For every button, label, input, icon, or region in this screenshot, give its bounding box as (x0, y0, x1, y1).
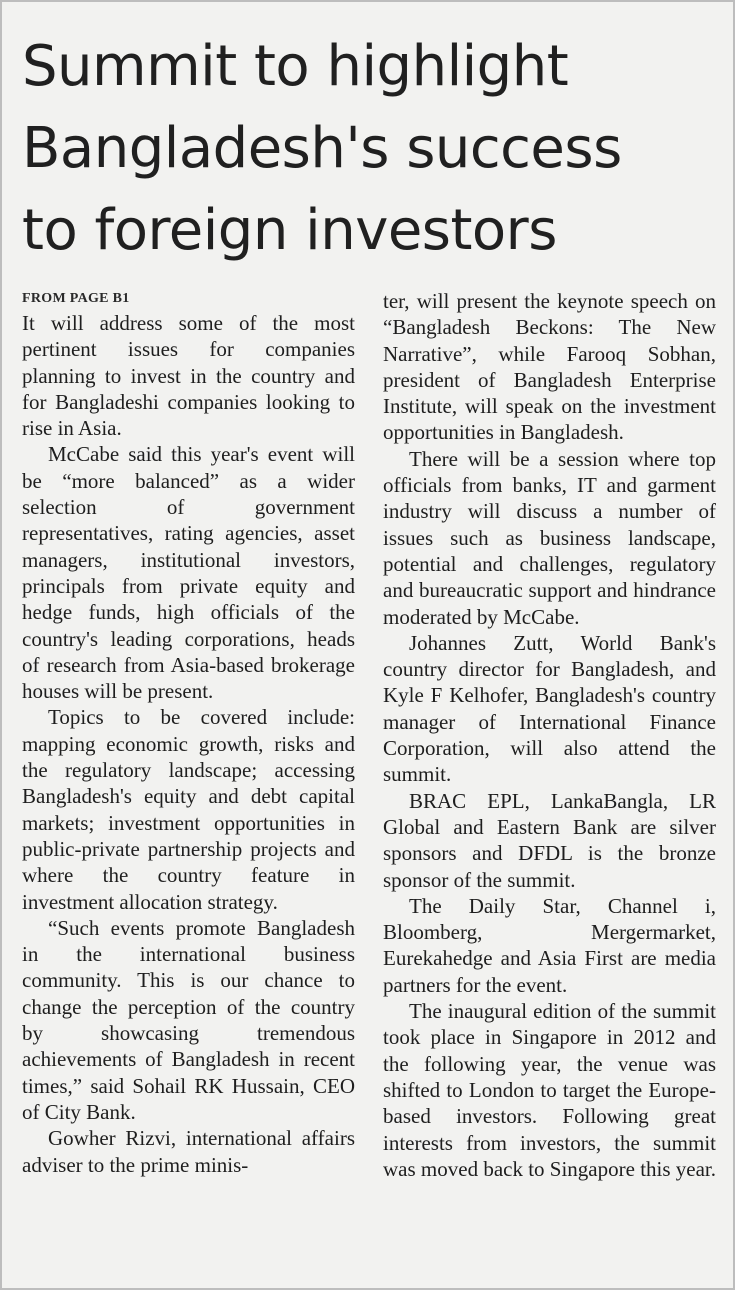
paragraph: McCabe said this year's event will be “more balanced” as a wider selection of government representatives, rating agencies, asset managers, institutional investors, principals from private equity and hedge funds, high officials of the country's leading corporations, heads of research from Asia-based brokerage houses will be present. (22, 442, 355, 704)
left-column (22, 288, 355, 1178)
paragraph: It will address some of the most pertinent issues for companies planning to invest in the country and for Bangladeshi companies looking to rise in Asia. (22, 311, 355, 441)
dateline: FROM PAGE B1 (22, 291, 130, 306)
paragraph: Johannes Zutt, World Bank's country director for Bangladesh, and Kyle F Kelhofer, Bangladesh's country manager of International Finance Corporation, will also attend the summit. (383, 630, 716, 787)
paragraph: The inaugural edition of the summit took place in Singapore in 2012 and the following year, the venue was shifted to London to target the Europe-based investors. Following great interests from investors, the summit was moved back to Singapore this year. (383, 999, 717, 1181)
paragraph: Topics to be covered include: mapping economic growth, risks and the regulatory landscape; accessing Bangladesh's equity and debt capital markets; investment opportunities in public-private partnership projects and where the country feature in investment allocation strategy. (22, 705, 355, 914)
headline-line: to foreign investors (22, 198, 557, 263)
paragraph: There will be a session where top officials from banks, IT and garment industry will discuss a number of issues such as business landscape, potential and challenges, regulatory and bureaucratic support and hindrance moderated by McCabe. (383, 446, 716, 629)
paragraph: “Such events promote Bangladesh in the international business community. This is our chance to change the perception of the country by showcasing tremendous achievements of Bangladesh in recent times,” said Sohail RK Hussain, CEO of City Bank. (22, 915, 355, 1124)
headline (22, 26, 722, 272)
paragraph: BRAC EPL, LankaBangla, LR Global and Eastern Bank are silver sponsors and DFDL is the bronze sponsor of the summit. (383, 788, 716, 892)
paragraph: The Daily Star, Channel i, Bloomberg, Mergermarket, Eurekahedge and Asia First are media partners for the event. (383, 893, 716, 997)
paragraph: Gowher Rizvi, international affairs adviser to the prime minis- (22, 1126, 355, 1177)
headline-line: Summit to highlight (22, 34, 569, 99)
paragraph: ter, will present the keynote speech on “Bangladesh Beckons: The New Narrative”, while Farooq Sobhan, president of Bangladesh Enterprise Institute, will speak on the investment opportunities in Bangladesh. (383, 289, 716, 445)
headline-line: Bangladesh's success (22, 116, 622, 181)
right-column (383, 288, 716, 1182)
